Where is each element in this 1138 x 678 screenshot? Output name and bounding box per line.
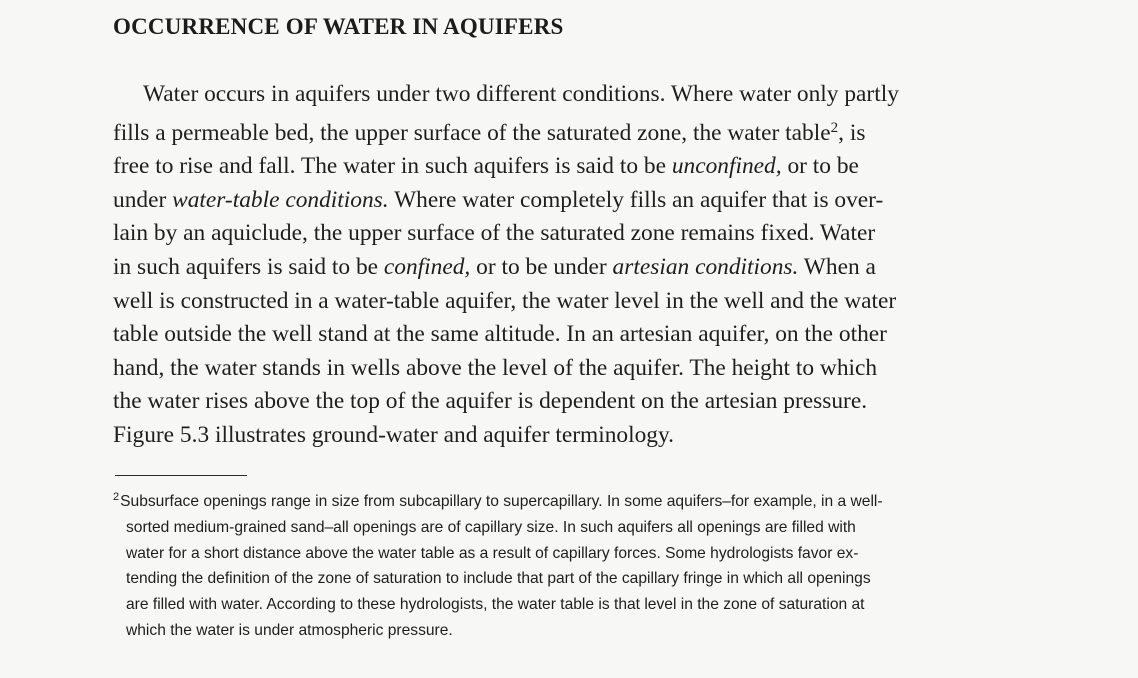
footnote-line <box>113 485 1073 515</box>
footnote-line: which the water is under atmospheric pressure. <box>126 621 453 639</box>
body-line: under water-table conditions. Where water completely fills an aquifer that is over- <box>113 186 884 213</box>
footnote-line-text: Subsurface openings range in size from subcapillary to supercapillary. In some aquifers–for example, in a well- <box>120 493 883 510</box>
body-line: free to rise and fall. The water in such aquifers is said to be unconfined, or to be <box>113 153 859 180</box>
footnote-line: tending the definition of the zone of saturation to include that part of the capillary fringe in which all openings <box>126 570 871 588</box>
body-line: hand, the water stands in wells above the level of the aquifer. The height to which <box>113 354 878 381</box>
footnote-line: are filled with water. According to these hydrologists, the water table is that level in the zone of saturation at <box>126 596 865 614</box>
body-line: lain by an aquiclude, the upper surface of the saturated zone remains fixed. Water <box>113 220 876 247</box>
body-line: table outside the well stand at the same altitude. In an artesian aquifer, on the other <box>113 321 887 348</box>
footnote-separator-rule <box>115 475 247 476</box>
footnote-line: sorted medium-grained sand–all openings are of capillary size. In such aquifers all openings are filled with <box>126 518 856 536</box>
footnote-marker: 2 <box>113 491 120 503</box>
body-line: the water rises above the top of the aquifer is dependent on the artesian pressure. <box>113 388 868 415</box>
section-heading: OCCURRENCE OF WATER IN AQUIFERS <box>113 14 564 39</box>
footnote-line: water for a short distance above the water table as a result of capillary forces. Some hydrologists favor ex- <box>126 544 859 562</box>
body-paragraph <box>113 78 1063 453</box>
footnote <box>113 485 1073 644</box>
body-line: Figure 5.3 illustrates ground-water and aquifer terminology. <box>113 421 675 448</box>
body-line: in such aquifers is said to be confined, or to be under artesian conditions. When a <box>113 253 876 280</box>
body-line: well is constructed in a water-table aquifer, the water level in the well and the water <box>113 287 897 314</box>
body-line: fills a permeable bed, the upper surface of the saturated zone, the water table$^2$, is <box>113 119 866 146</box>
body-line: Water occurs in aquifers under two different conditions. Where water only partly <box>143 81 899 107</box>
